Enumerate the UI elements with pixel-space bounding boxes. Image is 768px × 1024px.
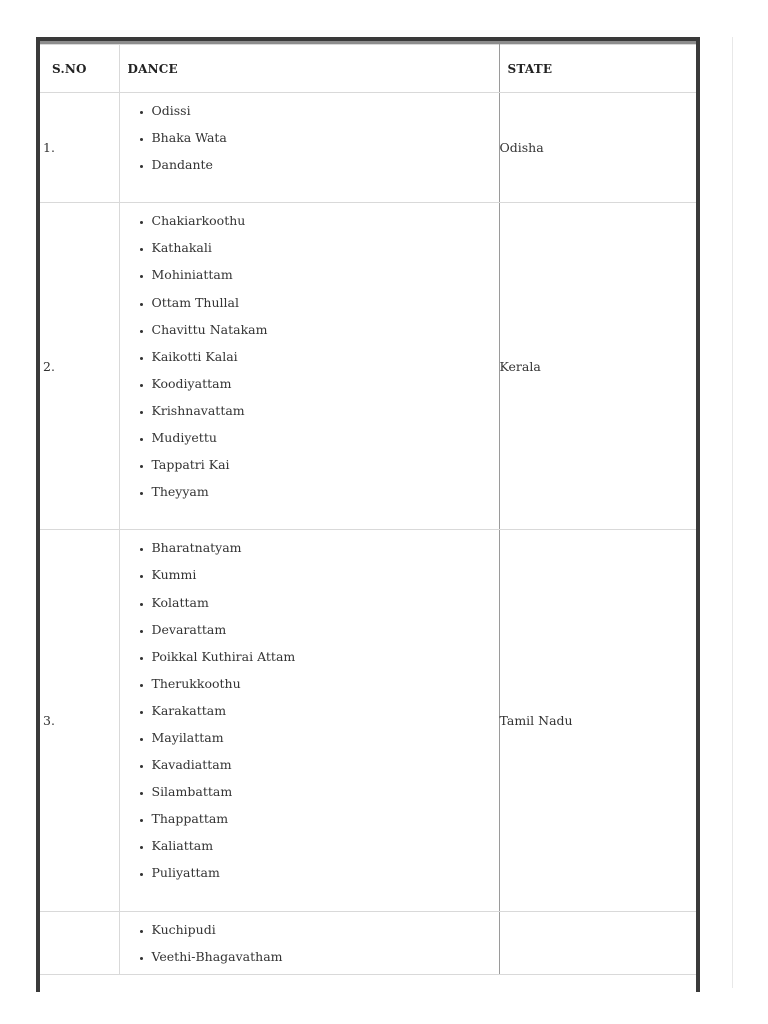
dance-item: • Chavittu Natakam	[152, 320, 499, 347]
row-sno: 1.	[40, 93, 119, 203]
dance-item: • Veethi-Bhagavatham	[152, 947, 499, 974]
dance-item: • Kavadiattam	[152, 755, 499, 782]
table-row	[40, 530, 696, 911]
dance-item: • Koodiyattam	[152, 374, 499, 401]
dance-item: • Mohiniattam	[152, 265, 499, 292]
row-sno: 2.	[40, 203, 119, 530]
dance-item: • Devarattam	[152, 620, 499, 647]
dance-item: • Tappatri Kai	[152, 455, 499, 482]
dance-item: • Krishnavattam	[152, 401, 499, 428]
row-dance-cell	[119, 911, 499, 974]
dance-item: • Kaikotti Kalai	[152, 347, 499, 374]
dance-list	[120, 203, 499, 529]
dance-item: • Karakattam	[152, 701, 499, 728]
row-state: Tamil Nadu	[499, 530, 696, 911]
header-dance: DANCE	[119, 45, 499, 93]
dance-item: • Therukkoothu	[152, 674, 499, 701]
dance-item: • Kaliattam	[152, 836, 499, 863]
dance-item: • Theyyam	[152, 482, 499, 509]
header-sno: S.NO	[40, 45, 119, 93]
table-row	[40, 911, 696, 974]
dance-item: • Thappattam	[152, 809, 499, 836]
dance-item: • Bharatnatyam	[152, 538, 499, 565]
row-dance-cell	[119, 530, 499, 911]
dance-list	[120, 93, 499, 202]
row-state: Kerala	[499, 203, 696, 530]
row-state	[499, 911, 696, 974]
dance-item: • Bhaka Wata	[152, 128, 499, 155]
row-dance-cell	[119, 203, 499, 530]
dance-item: • Silambattam	[152, 782, 499, 809]
dance-state-table	[40, 44, 696, 975]
dance-item: • Mudiyettu	[152, 428, 499, 455]
table-row	[40, 203, 696, 530]
dance-item: • Kummi	[152, 565, 499, 592]
row-dance-cell	[119, 93, 499, 203]
dance-item: • Ottam Thullal	[152, 293, 499, 320]
header-state: STATE	[499, 45, 696, 93]
page-divider-line	[732, 37, 733, 988]
row-state: Odisha	[499, 93, 696, 203]
dance-item: • Kuchipudi	[152, 920, 499, 947]
row-sno: 3.	[40, 530, 119, 911]
dance-item: • Dandante	[152, 155, 499, 182]
dance-list	[120, 530, 499, 910]
dance-table-frame	[36, 37, 700, 992]
dance-item: • Puliyattam	[152, 863, 499, 890]
table-row	[40, 93, 696, 203]
dance-item: • Kolattam	[152, 593, 499, 620]
dance-item: • Chakiarkoothu	[152, 211, 499, 238]
dance-item: • Poikkal Kuthirai Attam	[152, 647, 499, 674]
dance-item: • Odissi	[152, 101, 499, 128]
dance-item: • Mayilattam	[152, 728, 499, 755]
dance-list	[120, 912, 499, 974]
dance-item: • Kathakali	[152, 238, 499, 265]
table-header-row	[40, 45, 696, 93]
row-sno	[40, 911, 119, 974]
